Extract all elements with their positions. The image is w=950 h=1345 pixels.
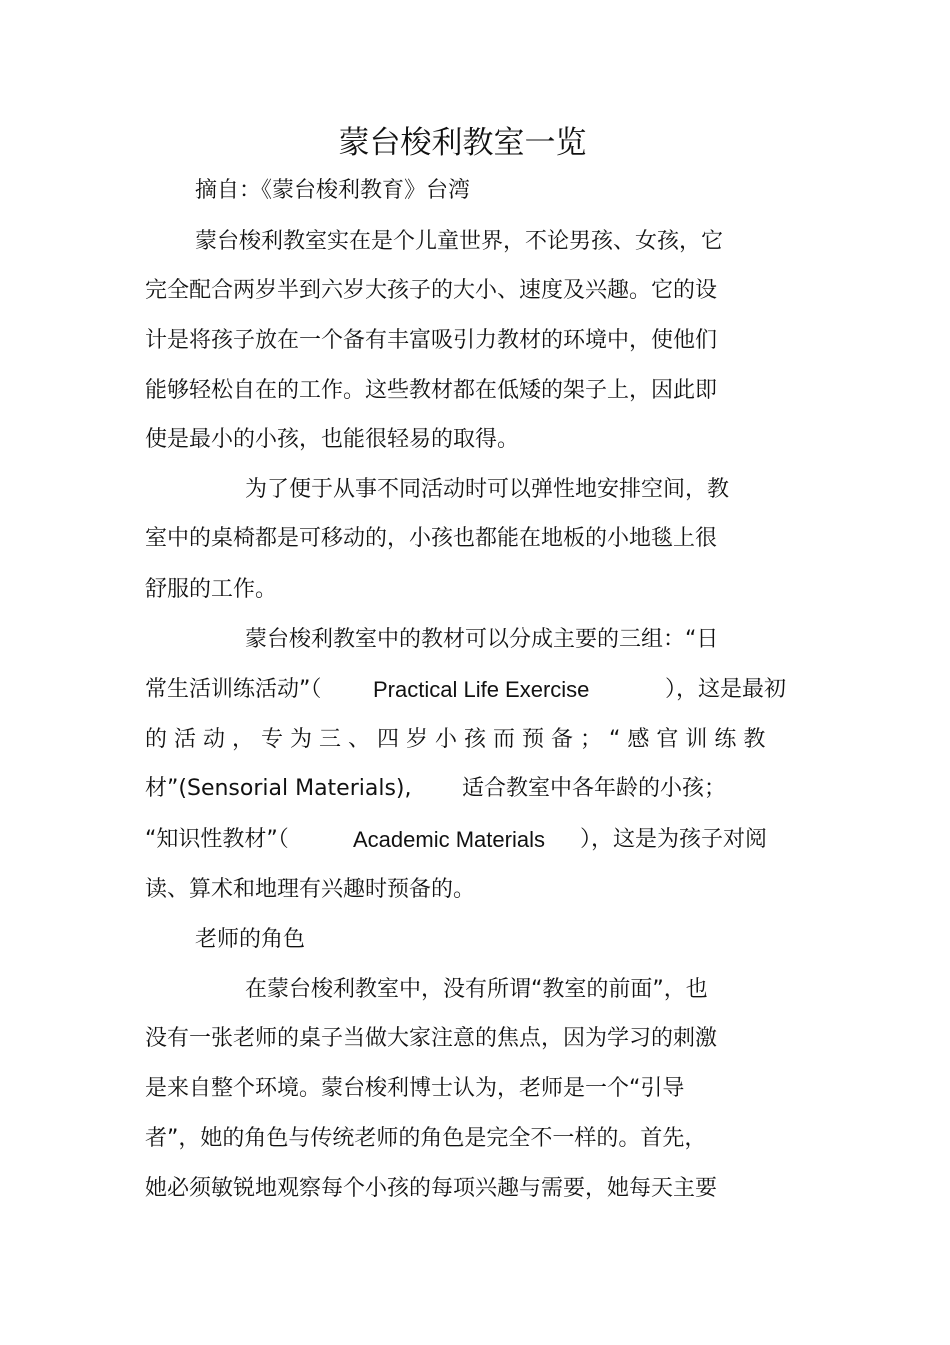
paragraph-4-line-5: 她必须敏锐地观察每个小孩的每项兴趣与需要，她每天主要 (145, 1176, 718, 1201)
paragraph-3-line-4b: 适合教室中各年龄的小孩； (462, 776, 727, 801)
paragraph-4-line-2: 没有一张老师的桌子当做大家注意的焦点，因为学习的刺激 (145, 1026, 718, 1051)
source-line: 摘自：《蒙台梭利教育》台湾 (195, 178, 471, 203)
paragraph-4-line-4: 者”，她的角色与传统老师的角色是完全不一样的。首先， (145, 1126, 707, 1151)
paragraph-1-line-3: 计是将孩子放在一个备有丰富吸引力教材的环境中，使他们 (145, 328, 718, 353)
paragraph-3-line-5-english-term: Academic Materials (353, 827, 545, 852)
paragraph-3-line-2a: 常生活训练活动”（ (145, 677, 322, 702)
paragraph-3-line-3: 的活动，专为三、四岁小孩而预备；“感官训练教 (145, 727, 773, 752)
paragraph-3-line-2c: ），这是最初 (665, 677, 787, 702)
paragraph-3-line-5a: “知识性教材”（ (145, 827, 289, 852)
paragraph-3-line-2-english-term: Practical Life Exercise (373, 677, 590, 702)
paragraph-2-line-2: 室中的桌椅都是可移动的，小孩也都能在地板的小地毯上很 (145, 526, 718, 551)
paragraph-3-line-1: 蒙台梭利教室中的教材可以分成主要的三组：“日 (245, 627, 719, 652)
document-title: 蒙台梭利教室一览 (338, 125, 587, 161)
paragraph-3-line-5c: ），这是为孩子对阅 (580, 827, 768, 852)
paragraph-2-line-3: 舒服的工作。 (145, 577, 278, 602)
paragraph-4-line-3: 是来自整个环境。蒙台梭利博士认为，老师是一个“引导 (145, 1076, 685, 1101)
paragraph-1-line-2: 完全配合两岁半到六岁大孩子的大小、速度及兴趣。它的设 (145, 278, 718, 303)
paragraph-2-line-1: 为了便于从事不同活动时可以弹性地安排空间，教 (245, 477, 730, 502)
paragraph-4-line-1: 在蒙台梭利教室中，没有所谓“教室的前面”，也 (245, 977, 708, 1002)
paragraph-1-line-4: 能够轻松自在的工作。这些教材都在低矮的架子上，因此即 (145, 378, 718, 403)
paragraph-3-line-4a: 材”(Sensorial Materials), (145, 776, 412, 801)
section-heading: 老师的角色 (195, 927, 306, 952)
paragraph-3-line-6: 读、算术和地理有兴趣时预备的。 (145, 877, 476, 902)
paragraph-1-line-5: 使是最小的小孩，也能很轻易的取得。 (145, 427, 520, 452)
paragraph-1-line-1: 蒙台梭利教室实在是个儿童世界，不论男孩、女孩，它 (195, 229, 724, 254)
